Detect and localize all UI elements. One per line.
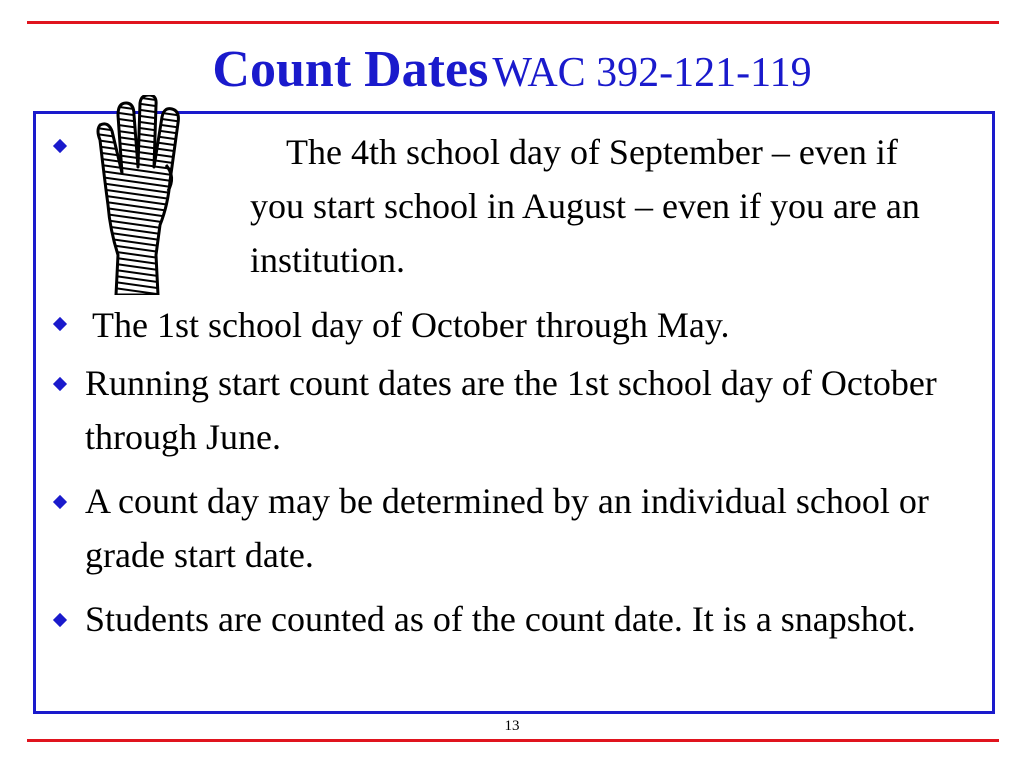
bullet-text: Students are counted as of the count date. It is a snapshot.	[85, 599, 916, 639]
page-number: 13	[504, 718, 520, 734]
bullet-text: The 1st school day of October through May.	[92, 305, 730, 345]
title-sub: WAC 392-121-119	[492, 50, 812, 96]
top-rule	[27, 21, 999, 24]
bottom-rule	[27, 739, 999, 742]
bullet-text: The 4th school day of September – even if you start school in August – even if you are an institution.	[250, 132, 920, 280]
title-main: Count Dates	[212, 41, 489, 98]
bullet-text: Running start count dates are the 1st school day of October through June.	[85, 363, 937, 457]
bullet-text: A count day may be determined by an individual school or grade start date.	[85, 481, 929, 575]
hand-four-fingers-icon	[88, 95, 196, 295]
